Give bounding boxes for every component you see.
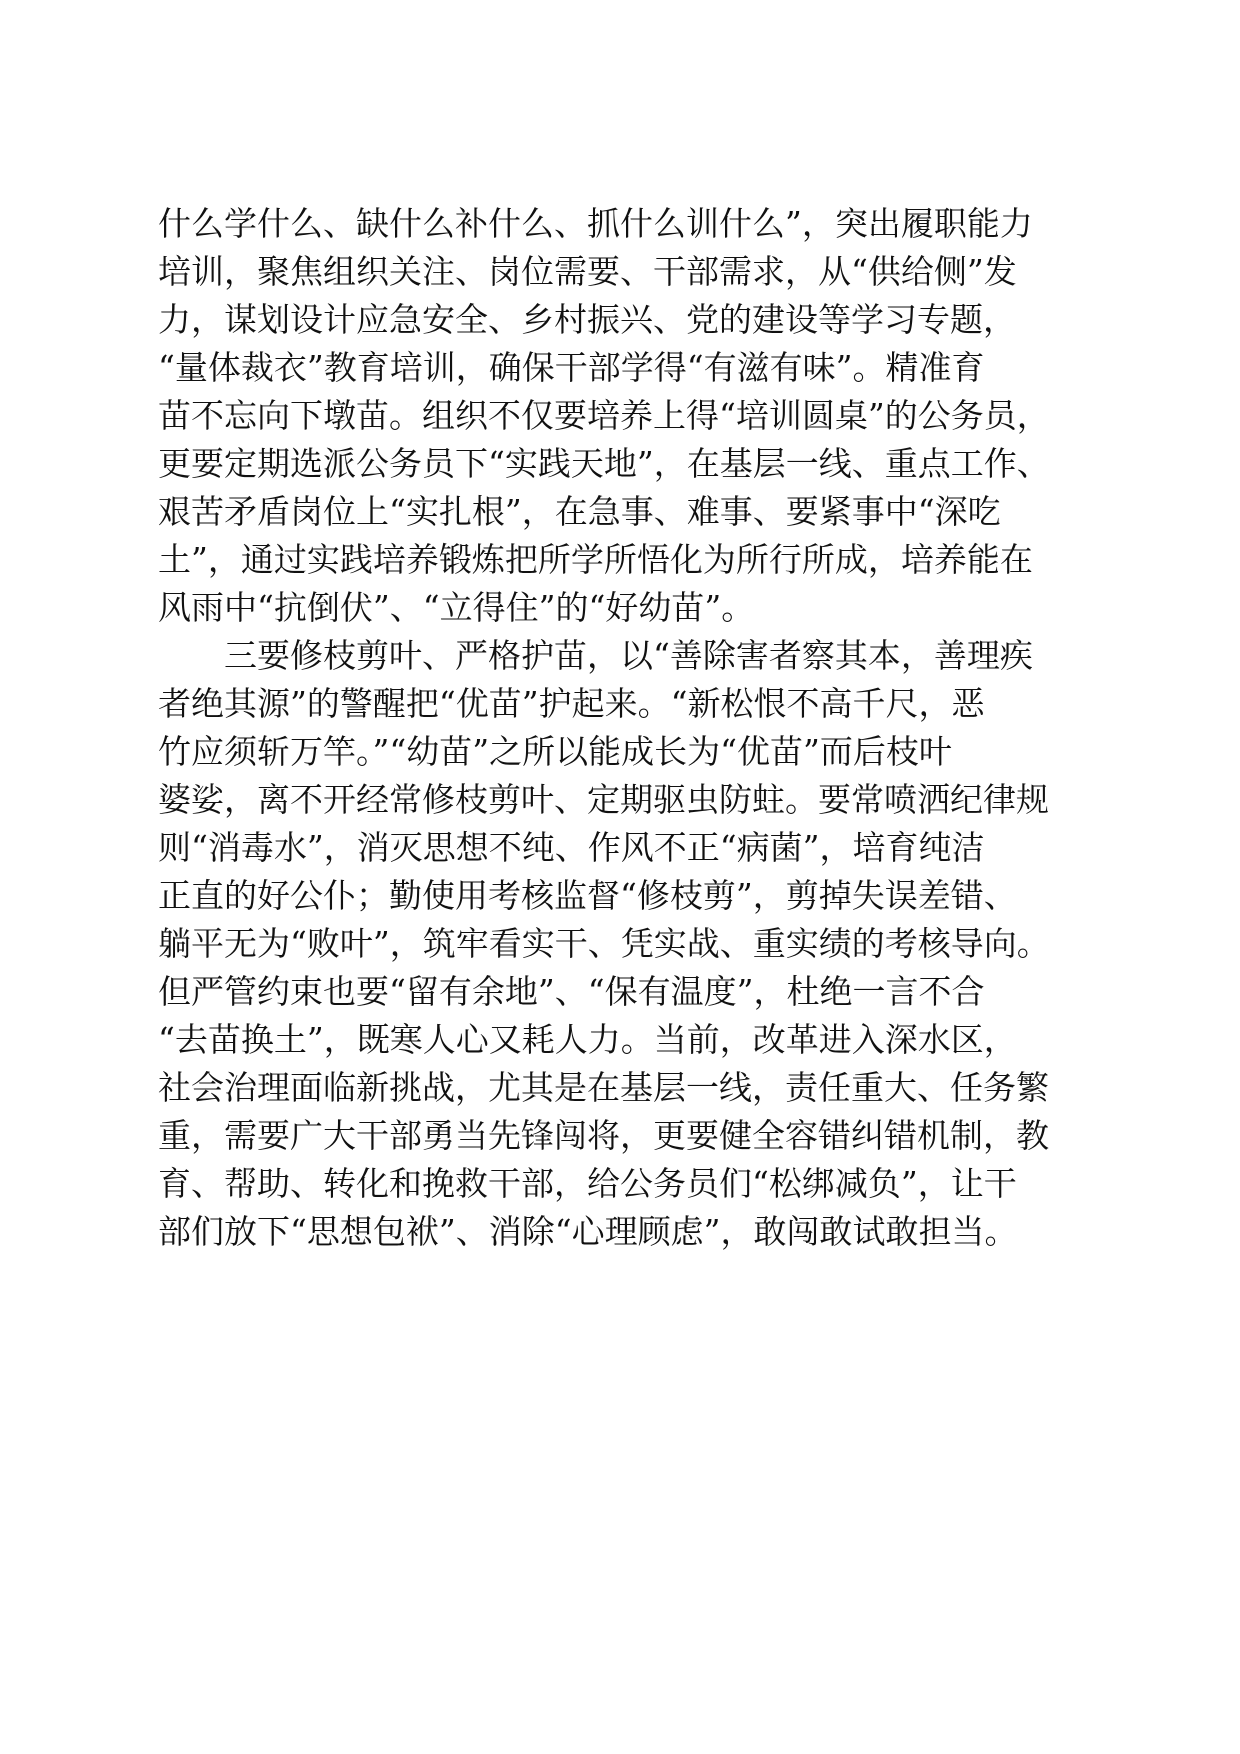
text-line: 则“消毒水”，消灭思想不纯、作风不正“病菌”，培育纯洁 [158, 828, 985, 867]
text-line: 什么学什么、缺什么补什么、抓什么训什么”，突出履职能力 [158, 204, 1033, 243]
text-line: 育、帮助、转化和挽救干部，给公务员们“松绑减负”，让干 [158, 1164, 1017, 1203]
text-line: 躺平无为“败叶”，筑牢看实干、凭实战、重实绩的考核导向。 [158, 924, 1050, 963]
text-line: 部们放下“思想包袱”、消除“心理顾虑”，敢闯敢试敢担当。 [158, 1212, 1018, 1251]
text-line: 者绝其源”的警醒把“优苗”护起来。“新松恨不高千尺，恶 [158, 684, 985, 723]
text-line: 婆娑，离不开经常修枝剪叶、定期驱虫防蛀。要常喷洒纪律规 [158, 780, 1049, 819]
text-line: 苗不忘向下墩苗。组织不仅要培养上得“培训圆桌”的公务员， [158, 396, 1050, 435]
text-line: 但严管约束也要“留有余地”、“保有温度”，杜绝一言不合 [158, 972, 985, 1011]
body-text [158, 200, 1088, 1256]
text-line: 培训，聚焦组织关注、岗位需要、干部需求，从“供给侧”发 [158, 252, 1017, 291]
text-line: 竹应须斩万竿。”“幼苗”之所以能成长为“优苗”而后枝叶 [158, 732, 952, 771]
text-line: “去苗换土”，既寒人心又耗人力。当前，改革进入深水区， [158, 1020, 1017, 1059]
text-line: 风雨中“抗倒伏”、“立得住”的“好幼苗”。 [158, 588, 755, 627]
text-line: 更要定期选派公务员下“实践天地”，在基层一线、重点工作、 [158, 444, 1050, 483]
text-line: 重，需要广大干部勇当先锋闯将，更要健全容错纠错机制，教 [158, 1116, 1049, 1155]
text-line: 艰苦矛盾岗位上“实扎根”，在急事、难事、要紧事中“深吃 [158, 492, 1001, 531]
text-line: 土”，通过实践培养锻炼把所学所悟化为所行所成，培养能在 [158, 540, 1033, 579]
text-line: 社会治理面临新挑战，尤其是在基层一线，责任重大、任务繁 [158, 1068, 1049, 1107]
text-line: 三要修枝剪叶、严格护苗，以“善除害者察其本，善理疾 [158, 636, 1033, 675]
text-line: 力，谋划设计应急安全、乡村振兴、党的建设等学习专题， [158, 300, 1016, 339]
text-line: 正直的好公仆；勤使用考核监督“修枝剪”，剪掉失误差错、 [158, 876, 1017, 915]
text-line: “量体裁衣”教育培训，确保干部学得“有滋有味”。精准育 [158, 348, 985, 387]
